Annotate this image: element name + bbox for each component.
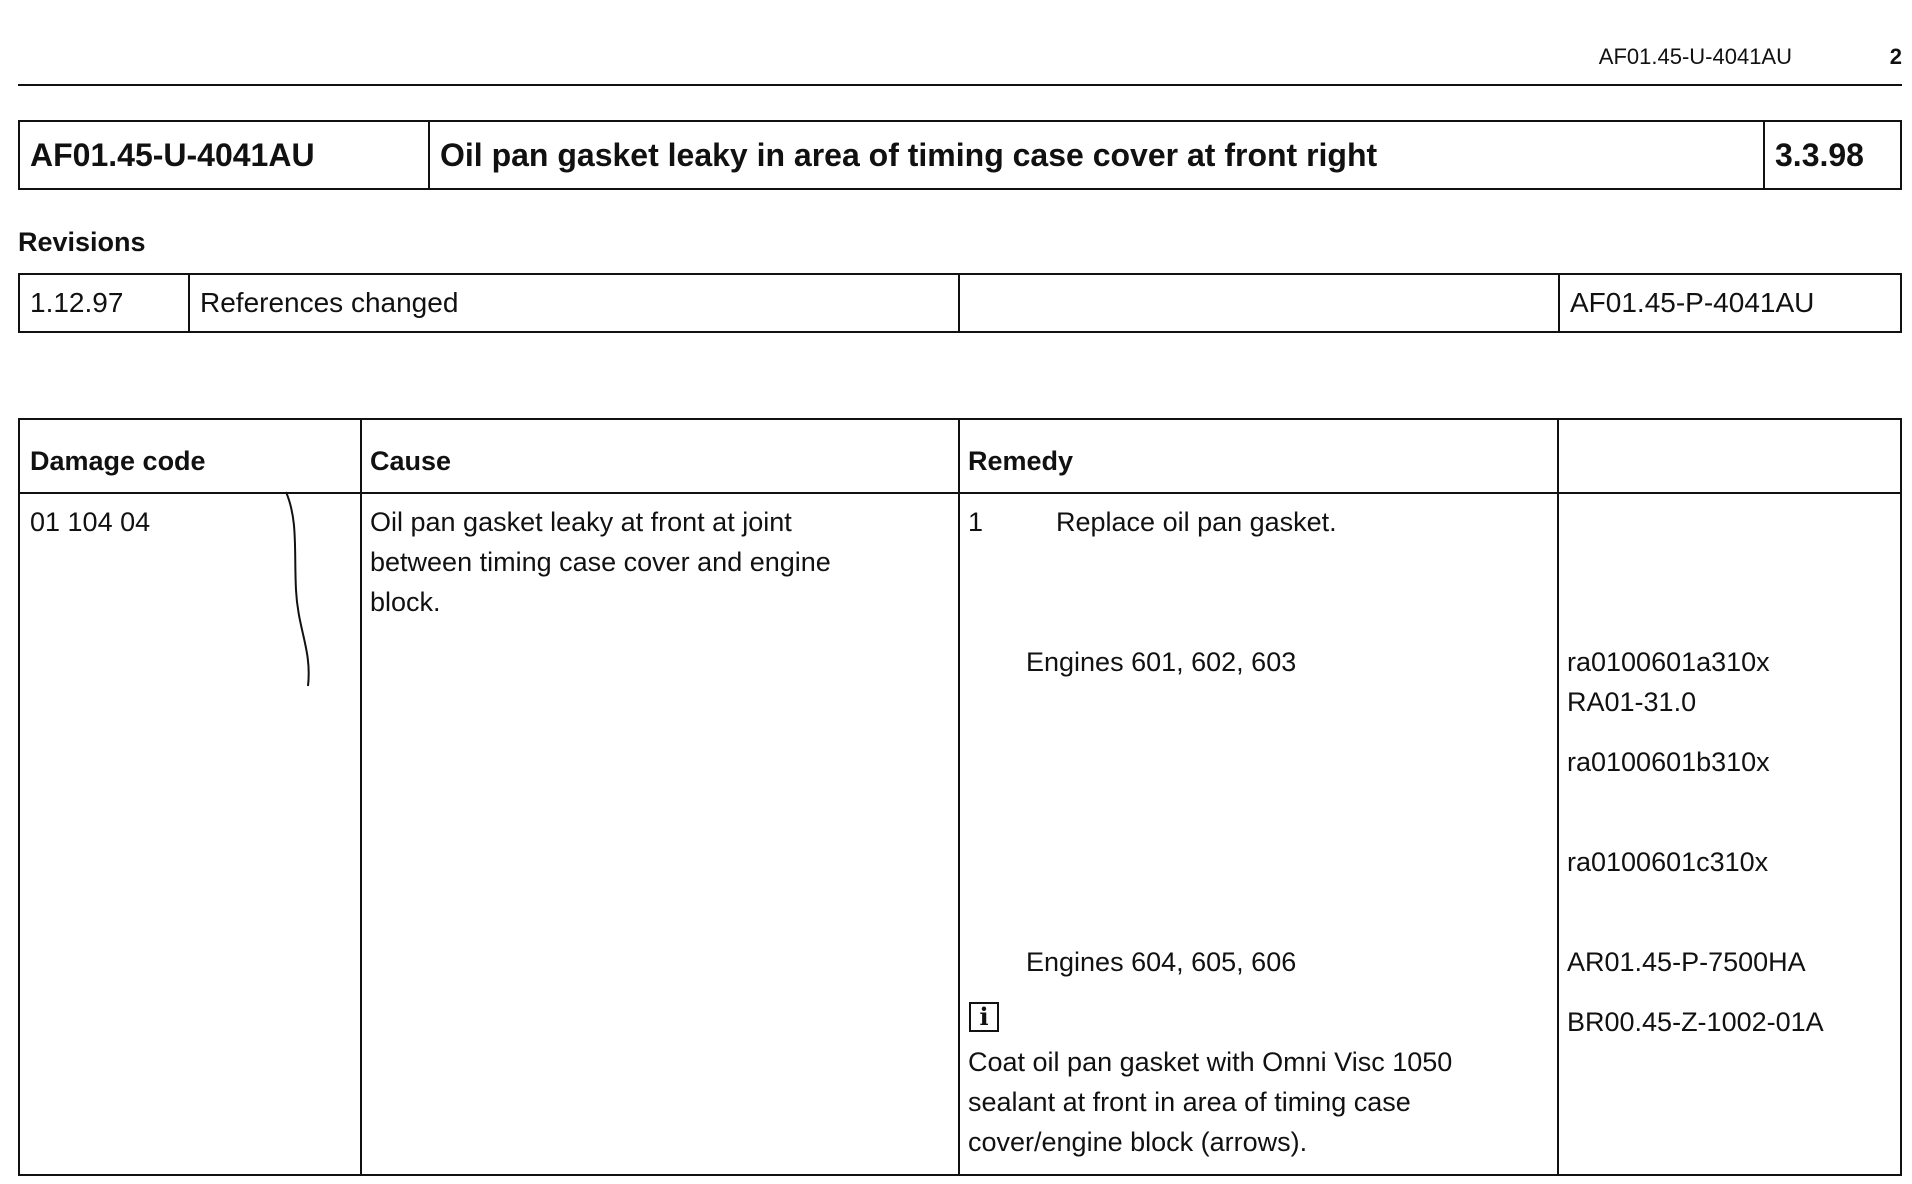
cause-line: Oil pan gasket leaky at front at joint <box>370 507 792 537</box>
damage-code-value: 01 104 04 <box>30 507 151 537</box>
header-cause: Cause <box>370 446 452 476</box>
hand-drawn-bracket <box>282 490 322 690</box>
revision-reference: AF01.45-P-4041AU <box>1570 287 1815 318</box>
revision-blank-cell <box>960 275 1560 331</box>
damage-table <box>18 418 1902 1176</box>
engines-group-b: Engines 604, 605, 606 <box>1026 947 1297 977</box>
reference-link[interactable]: AR01.45-P-7500HA <box>1567 947 1806 977</box>
remedy-step-text: Replace oil pan gasket. <box>1056 507 1337 537</box>
title-date: 3.3.98 <box>1775 136 1864 173</box>
header-remedy: Remedy <box>968 446 1074 476</box>
title-code: AF01.45-U-4041AU <box>20 122 430 188</box>
note-line: Coat oil pan gasket with Omni Visc 1050 <box>968 1047 1453 1077</box>
revision-date: 1.12.97 <box>20 275 190 331</box>
page-title: Oil pan gasket leaky in area of timing case cover at front right <box>430 122 1765 188</box>
engines-group-a: Engines 601, 602, 603 <box>1026 647 1297 677</box>
cause-line: block. <box>370 587 441 617</box>
column-divider <box>958 420 960 1174</box>
reference-link[interactable]: ra0100601a310x <box>1567 647 1770 677</box>
header-doc-ref: AF01.45-U-4041AU <box>1598 44 1792 69</box>
reference-link[interactable]: BR00.45-Z-1002-01A <box>1567 1007 1824 1037</box>
page-header <box>18 40 1902 86</box>
reference-link[interactable]: ra0100601b310x <box>1567 747 1770 777</box>
revisions-heading: Revisions <box>18 227 146 257</box>
column-divider <box>1557 420 1559 1174</box>
column-divider <box>360 420 362 1174</box>
note-line: cover/engine block (arrows). <box>968 1127 1308 1157</box>
note-line: sealant at front in area of timing case <box>968 1087 1411 1117</box>
revision-description: References changed <box>190 275 960 331</box>
reference-link[interactable]: RA01-31.0 <box>1567 687 1697 717</box>
revisions-table <box>18 273 1902 333</box>
title-table <box>18 120 1902 190</box>
info-icon: i <box>969 1002 999 1032</box>
reference-link[interactable]: ra0100601c310x <box>1567 847 1769 877</box>
header-damage-code: Damage code <box>30 446 206 476</box>
page-number: 2 <box>1889 44 1902 69</box>
cause-line: between timing case cover and engine <box>370 547 831 577</box>
remedy-step-number: 1 <box>968 507 984 537</box>
